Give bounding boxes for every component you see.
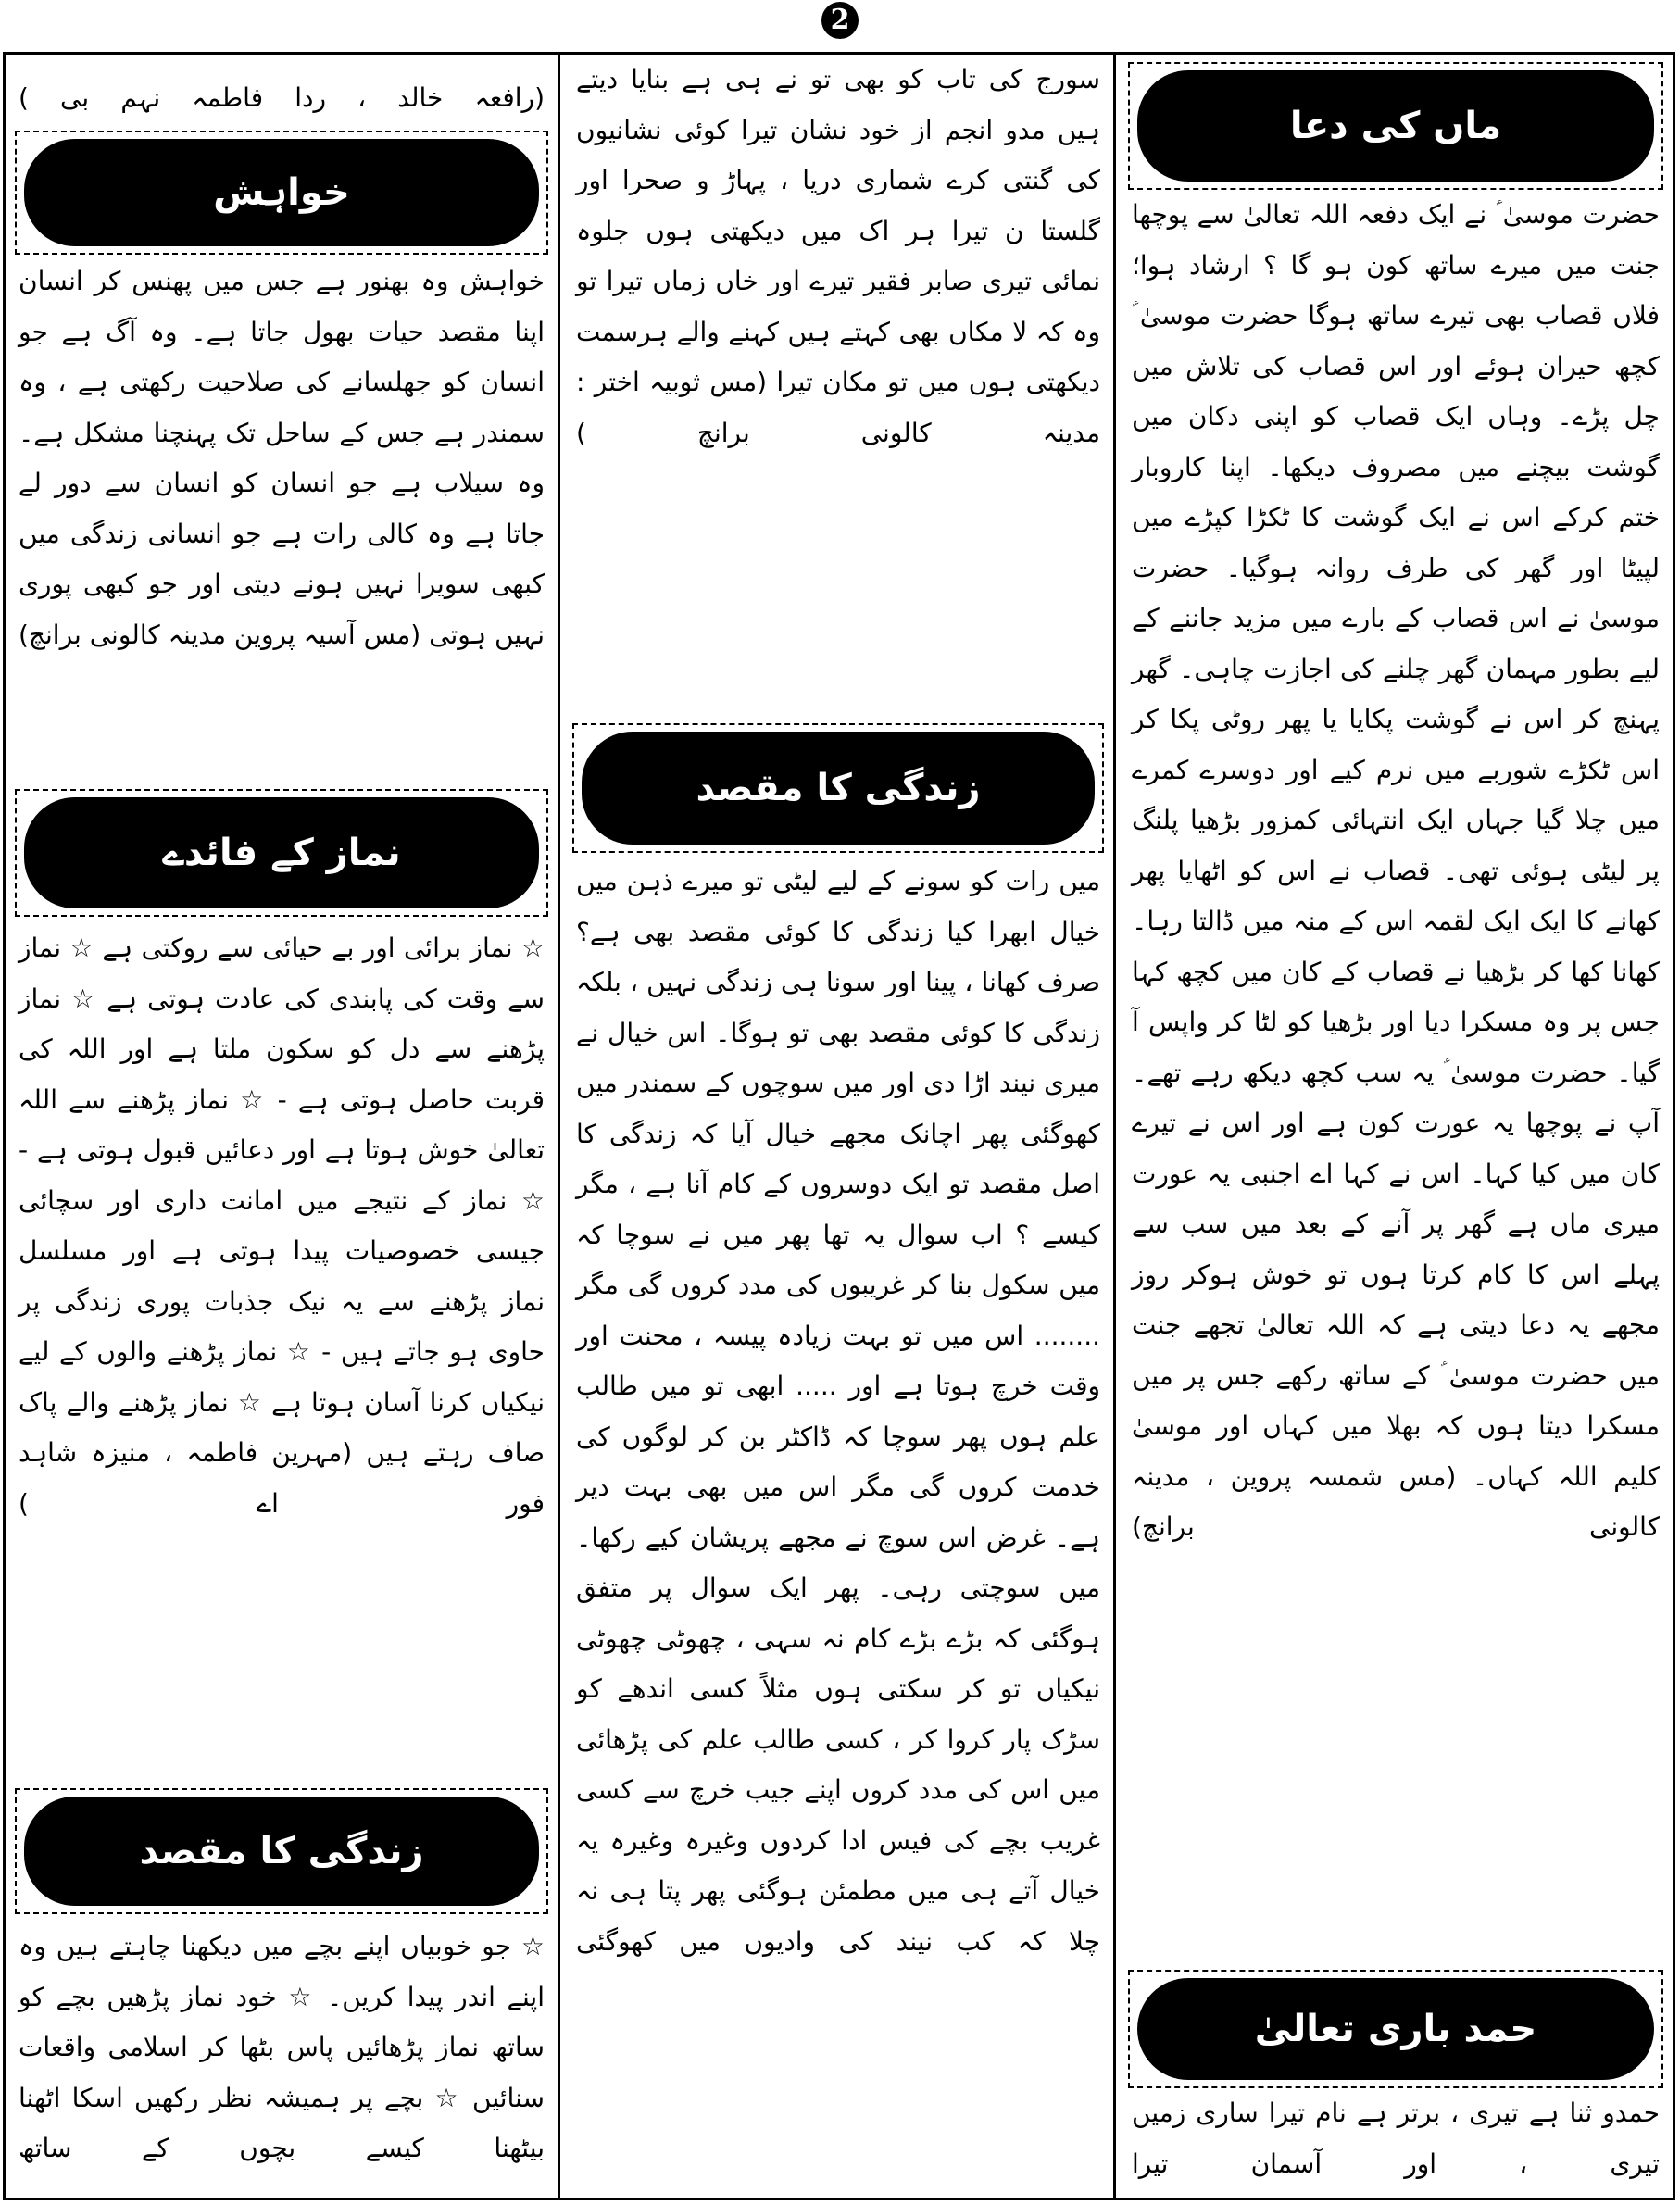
credit-top xyxy=(6,73,558,125)
poem-body: سورج کی تاب کو بھی تو نے ہی ہے بنایا دیتے ہیں مدو انجم از خود نشان تیرا کوئی نشانیوں کی گنتی کرے شماری دریا ، پہاڑ و صحرا اور گلستا ن تیرا ہر اک میں دیکھتی ہوں جلوہ نمائی تیری صابر فقیر تیرے اور خاں زماں تیرا تو وہ کہ لا مکاں بھی کہتے ہیں کہنے والے ہرسمت دیکھتی ہوں میں تو مکان تیرا (مس ثوبیہ اختر : مدینہ کالونی برانچ ) xyxy=(576,64,1100,448)
heading-life-purpose: زندگی کا مقصد xyxy=(696,767,981,809)
article-body: حضرت موسیٰ ؑ نے ایک دفعہ اللہ تعالیٰ سے پوچھا جنت میں میرے ساتھ کون ہو گا ؟ ارشاد ہوا؛ فلاں قصاب بھی تیرے ساتھ ہوگا حضرت موسیٰ ؑ کچھ حیران ہوئے اور اس قصاب کی تلاش میں چل پڑے۔ وہاں ایک قصاب کو اپنی دکان میں گوشت بیچنے میں مصروف دیکھا۔ اپنا کاروبار ختم کرکے اس نے ایک گوشت کا ٹکڑا کپڑے میں لپیٹا اور گھر کی طرف روانہ ہوگیا۔ حضرت موسیٰ نے اس قصاب کے بارے میں مزید جاننے کے لیے بطور مہمان گھر چلنے کی اجازت چاہی۔ گھر پہنچ کر اس نے گوشت پکایا یا پھر روٹی پکا کر اس ٹکڑے شوربے میں نرم کیے اور دوسرے کمرے میں چلا گیا جہاں ایک انتہائی کمزور بڑھیا پلنگ پر لیٹی ہوئی تھی۔ قصاب نے اس کو اٹھایا پھر کھانے کا ایک ایک لقمہ اس کے منہ میں ڈالتا رہا۔ کھانا کھا کر بڑھیا نے قصاب کے کان میں کچھ کہا جس پر وہ مسکرا دیا اور بڑھیا کو لٹا کر واپس آ گیا۔ حضرت موسیٰ ؑ یہ سب کچھ دیکھ رہے تھے۔ آپ نے پوچھا یہ عورت کون ہے اور اس نے تیرے کان میں کیا کہا۔ اس نے کہا اے اجنبی یہ عورت میری ماں ہے گھر پر آنے کے بعد میں سب سے پہلے اس کا کام کرتا ہوں تو خوش ہوکر روز مجھے یہ دعا دیتی ہے کہ اللہ تعالیٰ تجھے جنت میں حضرت موسیٰ ؑ کے ساتھ رکھے جس پر میں مسکرا دیتا ہوں کہ بھلا میں کہاں اور موسیٰ کلیم اللہ کہاں۔ (مس شمسہ پروین ، مدینہ کالونی برانچ) xyxy=(1132,199,1660,1542)
heading-hamd: حمد باری تعالیٰ xyxy=(1254,2008,1537,2050)
article-life-purpose-2 xyxy=(6,1922,558,2198)
credit-text: (رافعہ خالد ، ردا فاطمہ نہم بی ) xyxy=(19,82,545,113)
heading-box-life-purpose-2 xyxy=(15,1788,548,1914)
heading-pill xyxy=(1137,1978,1654,2080)
heading-box-mother-prayer xyxy=(1128,62,1663,190)
poem-body: حمدو ثنا ہے تیری ، برتر ہے نام تیرا ساری زمیں تیری ، اور آسمان تیرا xyxy=(1132,2098,1660,2179)
heading-pill xyxy=(24,797,539,908)
heading-box-life-purpose xyxy=(572,723,1104,853)
right-column xyxy=(1119,55,1673,2198)
heading-pill xyxy=(582,732,1095,845)
heading-box-desire xyxy=(15,131,548,255)
article-life-purpose xyxy=(563,857,1113,2198)
hamd-poem-continued xyxy=(563,55,1113,723)
heading-box-prayer-benefits xyxy=(15,789,548,917)
article-body: ☆ نماز برائی اور بے حیائی سے روکتی ہے ☆ نماز سے وقت کی پابندی کی عادت ہوتی ہے ☆ نماز پڑھنے سے دل کو سکون ملتا ہے اور اللہ کی قربت حاصل ہوتی ہے - ☆ نماز پڑھنے سے اللہ تعالیٰ خوش ہوتا ہے اور دعائیں قبول ہوتی ہے - ☆ نماز کے نتیجے میں امانت داری اور سچائی جیسی خصوصیات پیدا ہوتی ہے اور مسلسل نماز پڑھنے سے یہ نیک جذبات پوری زندگی پر حاوی ہو جاتے ہیں - ☆ نماز پڑھنے والوں کے لیے نیکیاں کرنا آسان ہوتا ہے ☆ نماز پڑھنے والے پاک صاف رہتے ہیں (مہرین فاطمہ ، منیزہ شاہد فور اے ) xyxy=(19,933,545,1519)
heading-mother-prayer: ماں کی دعا xyxy=(1289,105,1502,147)
article-body: ☆ جو خوبیاں اپنے بچے میں دیکھنا چاہتے ہیں وہ اپنے اندر پیدا کریں۔ ☆ خود نماز پڑھیں بچے کو ساتھ نماز پڑھائیں پاس بٹھا کر اسلامی واقعات سنائیں ☆ بچے پر ہمیشہ نظر رکھیں اسکا اٹھنا بیٹھنا کیسے بچوں کے ساتھ xyxy=(19,1931,545,2163)
article-body: خواہش وہ بھنور ہے جس میں پھنس کر انسان اپنا مقصد حیات بھول جاتا ہے۔ وہ آگ ہے جو انسان کو جھلسانے کی صلاحیت رکھتی ہے ، وہ سمندر ہے جس کے ساحل تک پہنچنا مشکل ہے۔ وہ سیلاب ہے جو انسان کو انسان سے دور لے جاتا ہے وہ کالی رات ہے جو انسانی زندگی میں کبھی سویرا نہیں ہونے دیتی اور جو کبھی پوری نہیں ہوتی (مس آسیہ پروین مدینہ کالونی برانچ) xyxy=(19,266,545,650)
article-mother-prayer xyxy=(1119,190,1673,2017)
heading-pill xyxy=(24,1797,539,1906)
page-number: 2 xyxy=(821,2,859,39)
heading-pill xyxy=(24,139,539,246)
heading-life-purpose-2: زندگی کا مقصد xyxy=(139,1830,424,1872)
article-body: میں رات کو سونے کے لیے لیٹی تو میرے ذہن میں خیال ابھرا کیا زندگی کا کوئی مقصد بھی ہے؟ صرف کھانا ، پینا اور سونا ہی زندگی نہیں ، بلکہ زندگی کا کوئی مقصد بھی تو ہوگا۔ اس خیال نے میری نیند اڑا دی اور میں سوچوں کے سمندر میں کھوگئی پھر اچانک مجھے خیال آیا کہ زندگی کا اصل مقصد تو ایک دوسروں کے کام آنا ہے ، مگر کیسے ؟ اب سوال یہ تھا پھر میں نے سوچا کہ میں سکول بنا کر غریبوں کی مدد کروں گی مگر ........ اس میں تو بہت زیادہ پیسہ ، محنت اور وقت خرچ ہوتا ہے اور ..... ابھی تو میں طالب علم ہوں پھر سوچا کہ ڈاکٹر بن کر لوگوں کی خدمت کروں گی مگر اس میں بھی بہت دیر ہے۔ غرض اس سوچ نے مجھے پریشان کیے رکھا۔ میں سوچتی رہی۔ پھر ایک سوال پر متفق ہوگئی کہ بڑے بڑے کام نہ سہی ، چھوٹی چھوٹی نیکیاں تو کر سکتی ہوں مثلاً کسی اندھے کو سڑک پار کروا کر ، کسی طالب علم کی پڑھائی میں اس کی مدد کروں اپنے جیب خرچ سے کسی غریب بچے کی فیس ادا کردوں وغیرہ وغیرہ یہ خیال آتے ہی میں مطمئن ہوگئی پھر پتا ہی نہ چلا کہ کب نیند کی وادیوں میں کھوگئی xyxy=(576,866,1100,1957)
heading-pill xyxy=(1137,70,1654,182)
heading-desire: خواہش xyxy=(213,171,350,214)
article-desire xyxy=(6,257,558,794)
heading-prayer-benefits: نماز کے فائدے xyxy=(162,832,401,874)
heading-box-hamd xyxy=(1128,1970,1663,2088)
middle-column xyxy=(563,55,1116,2198)
article-prayer-benefits xyxy=(6,923,558,1844)
left-column xyxy=(6,55,560,2198)
article-hamd xyxy=(1119,2088,1673,2198)
